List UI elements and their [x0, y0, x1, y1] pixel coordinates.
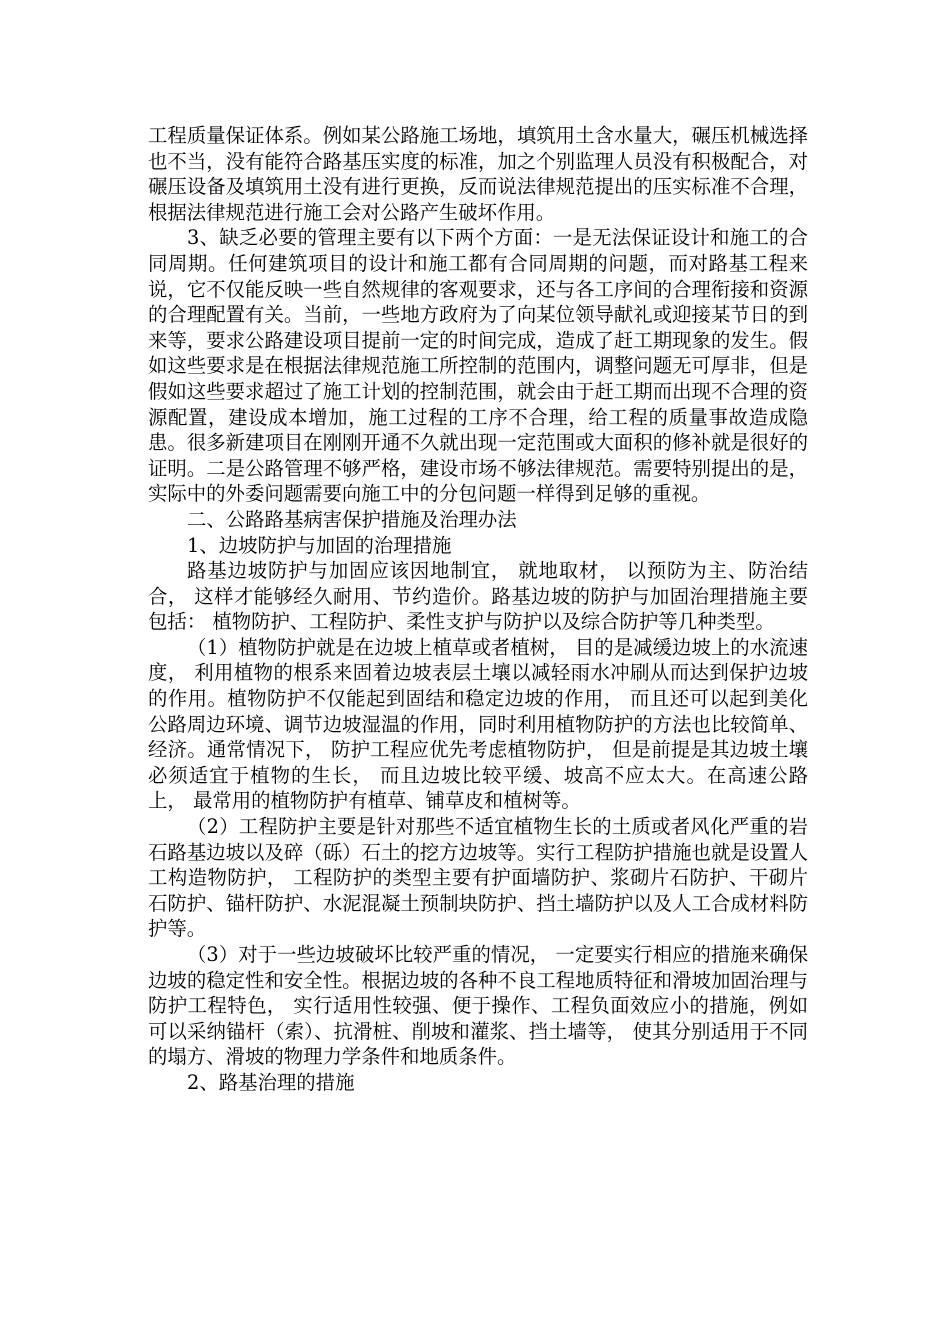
paragraph-quality-assurance: 工程质量保证体系。例如某公路施工场地，填筑用土含水量大，碾压机械选择也不当，没有能符合路基压实度的标准，加之个别监理人员没有积极配合，对碾压设备及填筑用土没有进行更换，反而说法律规范提出的压实标准不合理，根据法律规范进行施工会对公路产生破坏作用。: [148, 124, 808, 224]
paragraph-engineering-protection: （2）工程防护主要是针对那些不适宜植物生长的土质或者风化严重的岩石路基边坡以及碎（砾）石土的挖方边坡等。实行工程防护措施也就是设置人工构造物防护， 工程防护的类型主要有护面墙防护、浆砌片石防护、干砌片石防护、锚杆防护、水泥混凝土预制块防护、挡土墙防护以及人工合成材料防护等。: [148, 815, 808, 941]
paragraph-severe-damage-measures: （3）对于一些边坡破坏比较严重的情况， 一定要实行相应的措施来确保边坡的稳定性和安全性。根据边坡的各种不良工程地质特征和滑坡加固治理与防护工程特色， 实行适用性较强、便于操作、工程负面效应小的措施，例如可以采纳锚杆（索）、抗滑桩、削坡和灌浆、挡土墙等， 使其分别适用于不同的塌方、滑坡的物理力学条件和地质条件。: [148, 943, 808, 1069]
section-heading-protection-measures: 二、公路路基病害保护措施及治理办法: [187, 507, 517, 531]
paragraph-lack-of-management: 3、缺乏必要的管理主要有以下两个方面：一是无法保证设计和施工的合同周期。任何建筑项目的设计和施工都有合同周期的问题，而对路基工程来说，它不仅能反映一些自然规律的客观要求，还与各工序间的合理衔接和资源的合理配置有关。当前，一些地方政府为了向某位领导献礼或迎接某节日的到来等，要求公路建设项目提前一定的时间完成，造成了赶工期现象的发生。假如这些要求是在根据法律规范施工所控制的范围内，调整问题无可厚非，但是假如这些要求超过了施工计划的控制范围，就会由于赶工期而出现不合理的资源配置，建设成本增加，施工过程的工序不合理，给工程的质量事故造成隐患。很多新建项目在刚刚开通不久就出现一定范围或大面积的修补就是很好的证明。二是公路管理不够严格，建设市场不够法律规范。需要特别提出的是，实际中的外委问题需要向施工中的分包问题一样得到足够的重视。: [148, 226, 808, 506]
document-page: [148, 123, 808, 1096]
paragraph-plant-protection: （1）植物防护就是在边坡上植草或者植树， 目的是减缓边坡上的水流速度， 利用植物的根系来固着边坡表层土壤以减轻雨水冲刷从而达到保护边坡的作用。植物防护不仅能起到固结和稳定边坡的作用， 而且还可以起到美化公路周边环境、调节边坡湿温的作用，同时利用植物防护的方法也比较简单、经济。通常情况下， 防护工程应优先考虑植物防护， 但是前提是其边坡土壤必须适宜于植物的生长， 而且边坡比较平缓、坡高不应太大。在高速公路上， 最常用的植物防护有植草、铺草皮和植树等。: [148, 635, 808, 813]
subsection-heading-slope-protection: 1、边坡防护与加固的治理措施: [187, 533, 452, 557]
subsection-heading-roadbed-treatment: 2、路基治理的措施: [187, 1070, 355, 1094]
paragraph-slope-protection-overview: 路基边坡防护与加固应该因地制宜， 就地取材， 以预防为主、防治结合， 这样才能够经久耐用、节约造价。路基边坡的防护与加固治理措施主要包括： 植物防护、工程防护、柔性支护与防护以及综合防护等几种类型。: [148, 559, 808, 634]
